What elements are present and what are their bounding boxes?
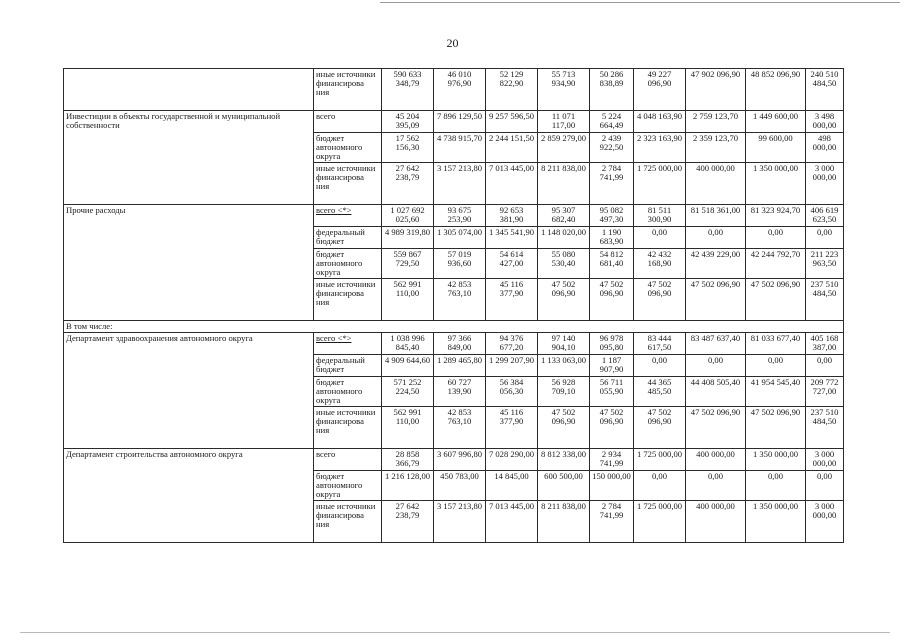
value-cell: 562 991 110,00 [382, 279, 434, 321]
value-cell: 4 989 319,80 [382, 227, 434, 249]
value-cell: 150 000,00 [590, 471, 634, 501]
value-cell: 0,00 [634, 471, 686, 501]
value-cell: 92 653 381,90 [486, 205, 538, 227]
value-cell: 42 853 763,10 [434, 407, 486, 449]
row-label: иные источники финансирова ния [314, 407, 382, 449]
value-cell: 56 711 055,90 [590, 377, 634, 407]
value-cell: 1 133 063,00 [538, 355, 590, 377]
row-label: федеральный бюджет [314, 227, 382, 249]
value-cell: 95 307 682,40 [538, 205, 590, 227]
value-cell: 2 784 741,99 [590, 163, 634, 205]
value-cell: 562 991 110,00 [382, 407, 434, 449]
value-cell: 14 845,00 [486, 471, 538, 501]
value-cell: 56 928 709,10 [538, 377, 590, 407]
value-cell: 240 510 484,50 [806, 69, 844, 111]
value-cell: 28 858 366,79 [382, 449, 434, 471]
table-row [64, 333, 844, 355]
value-cell: 47 502 096,90 [590, 279, 634, 321]
section-name: Инвестиции в объекты государственной и муниципальной собственности [64, 111, 314, 205]
value-cell: 99 600,00 [746, 133, 806, 163]
value-cell: 9 257 596,50 [486, 111, 538, 133]
value-cell: 55 080 530,40 [538, 249, 590, 279]
value-cell: 11 071 117,00 [538, 111, 590, 133]
value-cell: 42 439 229,00 [686, 249, 746, 279]
row-label: иные источники финансирова ния [314, 69, 382, 111]
value-cell: 47 502 096,90 [634, 279, 686, 321]
table-row [64, 205, 844, 227]
value-cell: 96 978 095,80 [590, 333, 634, 355]
value-cell: 8 211 838,00 [538, 501, 590, 543]
value-cell: 450 783,00 [434, 471, 486, 501]
section-name: Прочие расходы [64, 205, 314, 321]
value-cell: 7 028 290,00 [486, 449, 538, 471]
value-cell: 94 376 677,20 [486, 333, 538, 355]
value-cell: 2 244 151,50 [486, 133, 538, 163]
value-cell: 0,00 [806, 471, 844, 501]
value-cell: 45 116 377,90 [486, 279, 538, 321]
value-cell: 3 157 213,80 [434, 501, 486, 543]
value-cell: 1 350 000,00 [746, 449, 806, 471]
value-cell: 95 082 497,30 [590, 205, 634, 227]
value-cell: 48 852 096,90 [746, 69, 806, 111]
row-label: бюджет автономного округа [314, 471, 382, 501]
value-cell: 47 502 096,90 [686, 279, 746, 321]
value-cell: 7 013 445,00 [486, 163, 538, 205]
value-cell: 42 853 763,10 [434, 279, 486, 321]
value-cell: 45 116 377,90 [486, 407, 538, 449]
value-cell: 405 168 387,00 [806, 333, 844, 355]
value-cell: 1 027 692 025,60 [382, 205, 434, 227]
subheader-row [64, 321, 844, 333]
value-cell: 2 759 123,70 [686, 111, 746, 133]
table-row [64, 449, 844, 471]
value-cell: 2 359 123,70 [686, 133, 746, 163]
scan-edge-top [380, 2, 900, 3]
value-cell: 8 812 338,00 [538, 449, 590, 471]
value-cell: 54 812 681,40 [590, 249, 634, 279]
value-cell: 83 487 637,40 [686, 333, 746, 355]
value-cell: 81 323 924,70 [746, 205, 806, 227]
value-cell: 400 000,00 [686, 501, 746, 543]
row-label: иные источники финансирова ния [314, 501, 382, 543]
table-row [64, 69, 844, 111]
value-cell: 1 190 683,90 [590, 227, 634, 249]
value-cell: 45 204 395,09 [382, 111, 434, 133]
table-body [64, 69, 844, 543]
value-cell: 52 129 822,90 [486, 69, 538, 111]
value-cell: 1 725 000,00 [634, 163, 686, 205]
value-cell: 1 038 996 845,40 [382, 333, 434, 355]
value-cell: 400 000,00 [686, 163, 746, 205]
value-cell: 46 010 976,90 [434, 69, 486, 111]
value-cell: 0,00 [746, 471, 806, 501]
value-cell: 47 502 096,90 [538, 407, 590, 449]
value-cell: 7 013 445,00 [486, 501, 538, 543]
value-cell: 50 286 838,89 [590, 69, 634, 111]
value-cell: 97 366 849,00 [434, 333, 486, 355]
value-cell: 1 289 465,80 [434, 355, 486, 377]
table-row [64, 111, 844, 133]
value-cell: 600 500,00 [538, 471, 590, 501]
value-cell: 1 305 074,00 [434, 227, 486, 249]
value-cell: 0,00 [686, 227, 746, 249]
row-label: всего [314, 449, 382, 471]
value-cell: 237 510 484,50 [806, 407, 844, 449]
value-cell: 1 449 600,00 [746, 111, 806, 133]
value-cell: 2 859 279,00 [538, 133, 590, 163]
value-cell: 1 299 207,90 [486, 355, 538, 377]
value-cell: 47 502 096,90 [634, 407, 686, 449]
value-cell: 44 408 505,40 [686, 377, 746, 407]
value-cell: 47 502 096,90 [686, 407, 746, 449]
value-cell: 81 033 677,40 [746, 333, 806, 355]
value-cell: 0,00 [634, 355, 686, 377]
value-cell: 47 902 096,90 [686, 69, 746, 111]
value-cell: 1 148 020,00 [538, 227, 590, 249]
value-cell: 4 048 163,90 [634, 111, 686, 133]
value-cell: 83 444 617,50 [634, 333, 686, 355]
value-cell: 498 000,00 [806, 133, 844, 163]
section-name: Департамент строительства автономного округа [64, 449, 314, 543]
value-cell: 4 909 644,60 [382, 355, 434, 377]
row-label: иные источники финансирова ния [314, 163, 382, 205]
value-cell: 1 350 000,00 [746, 163, 806, 205]
section-name [64, 69, 314, 111]
value-cell: 93 675 253,90 [434, 205, 486, 227]
value-cell: 2 323 163,90 [634, 133, 686, 163]
value-cell: 1 725 000,00 [634, 501, 686, 543]
value-cell: 3 498 000,00 [806, 111, 844, 133]
value-cell: 17 562 156,30 [382, 133, 434, 163]
value-cell: 4 738 915,70 [434, 133, 486, 163]
value-cell: 49 227 096,90 [634, 69, 686, 111]
value-cell: 81 518 361,00 [686, 205, 746, 227]
value-cell: 571 252 224,50 [382, 377, 434, 407]
row-label: всего <*> [314, 333, 382, 355]
value-cell: 1 216 128,00 [382, 471, 434, 501]
value-cell: 81 511 300,90 [634, 205, 686, 227]
row-label: бюджет автономного округа [314, 377, 382, 407]
value-cell: 406 619 623,50 [806, 205, 844, 227]
value-cell: 47 502 096,90 [538, 279, 590, 321]
row-label: бюджет автономного округа [314, 249, 382, 279]
value-cell: 0,00 [686, 471, 746, 501]
value-cell: 0,00 [634, 227, 686, 249]
value-cell: 8 211 838,00 [538, 163, 590, 205]
page-number: 20 [446, 36, 459, 50]
value-cell: 237 510 484,50 [806, 279, 844, 321]
value-cell: 3 157 213,80 [434, 163, 486, 205]
value-cell: 60 727 139,90 [434, 377, 486, 407]
value-cell: 3 607 996,80 [434, 449, 486, 471]
section-name: Департамент здравоохранения автономного округа [64, 333, 314, 449]
scan-edge-bottom [20, 632, 890, 633]
value-cell: 1 187 907,90 [590, 355, 634, 377]
row-label: бюджет автономного округа [314, 133, 382, 163]
value-cell: 1 345 541,90 [486, 227, 538, 249]
value-cell: 209 772 727,00 [806, 377, 844, 407]
value-cell: 3 000 000,00 [806, 501, 844, 543]
value-cell: 7 896 129,50 [434, 111, 486, 133]
value-cell: 5 224 664,49 [590, 111, 634, 133]
value-cell: 3 000 000,00 [806, 163, 844, 205]
value-cell: 97 140 904,10 [538, 333, 590, 355]
value-cell: 0,00 [746, 355, 806, 377]
value-cell: 559 867 729,50 [382, 249, 434, 279]
value-cell: 27 642 238,79 [382, 501, 434, 543]
value-cell: 47 502 096,90 [746, 407, 806, 449]
value-cell: 56 384 056,30 [486, 377, 538, 407]
value-cell: 42 432 168,90 [634, 249, 686, 279]
row-label: иные источники финансирова ния [314, 279, 382, 321]
value-cell: 0,00 [806, 227, 844, 249]
value-cell: 2 439 922,50 [590, 133, 634, 163]
value-cell: 0,00 [686, 355, 746, 377]
value-cell: 47 502 096,90 [746, 279, 806, 321]
value-cell: 57 019 936,60 [434, 249, 486, 279]
value-cell: 44 365 485,50 [634, 377, 686, 407]
value-cell: 41 954 545,40 [746, 377, 806, 407]
value-cell: 55 713 934,90 [538, 69, 590, 111]
value-cell: 2 784 741,99 [590, 501, 634, 543]
value-cell: 47 502 096,90 [590, 407, 634, 449]
value-cell: 1 350 000,00 [746, 501, 806, 543]
value-cell: 42 244 792,70 [746, 249, 806, 279]
value-cell: 2 934 741,99 [590, 449, 634, 471]
value-cell: 0,00 [806, 355, 844, 377]
value-cell: 0,00 [746, 227, 806, 249]
value-cell: 211 223 963,50 [806, 249, 844, 279]
row-label: всего <*> [314, 205, 382, 227]
including-label: В том числе: [64, 321, 844, 333]
value-cell: 590 633 348,79 [382, 69, 434, 111]
budget-table [63, 68, 844, 543]
value-cell: 1 725 000,00 [634, 449, 686, 471]
value-cell: 3 000 000,00 [806, 449, 844, 471]
row-label: всего [314, 111, 382, 133]
value-cell: 54 614 427,00 [486, 249, 538, 279]
value-cell: 27 642 238,79 [382, 163, 434, 205]
row-label: федеральный бюджет [314, 355, 382, 377]
value-cell: 400 000,00 [686, 449, 746, 471]
